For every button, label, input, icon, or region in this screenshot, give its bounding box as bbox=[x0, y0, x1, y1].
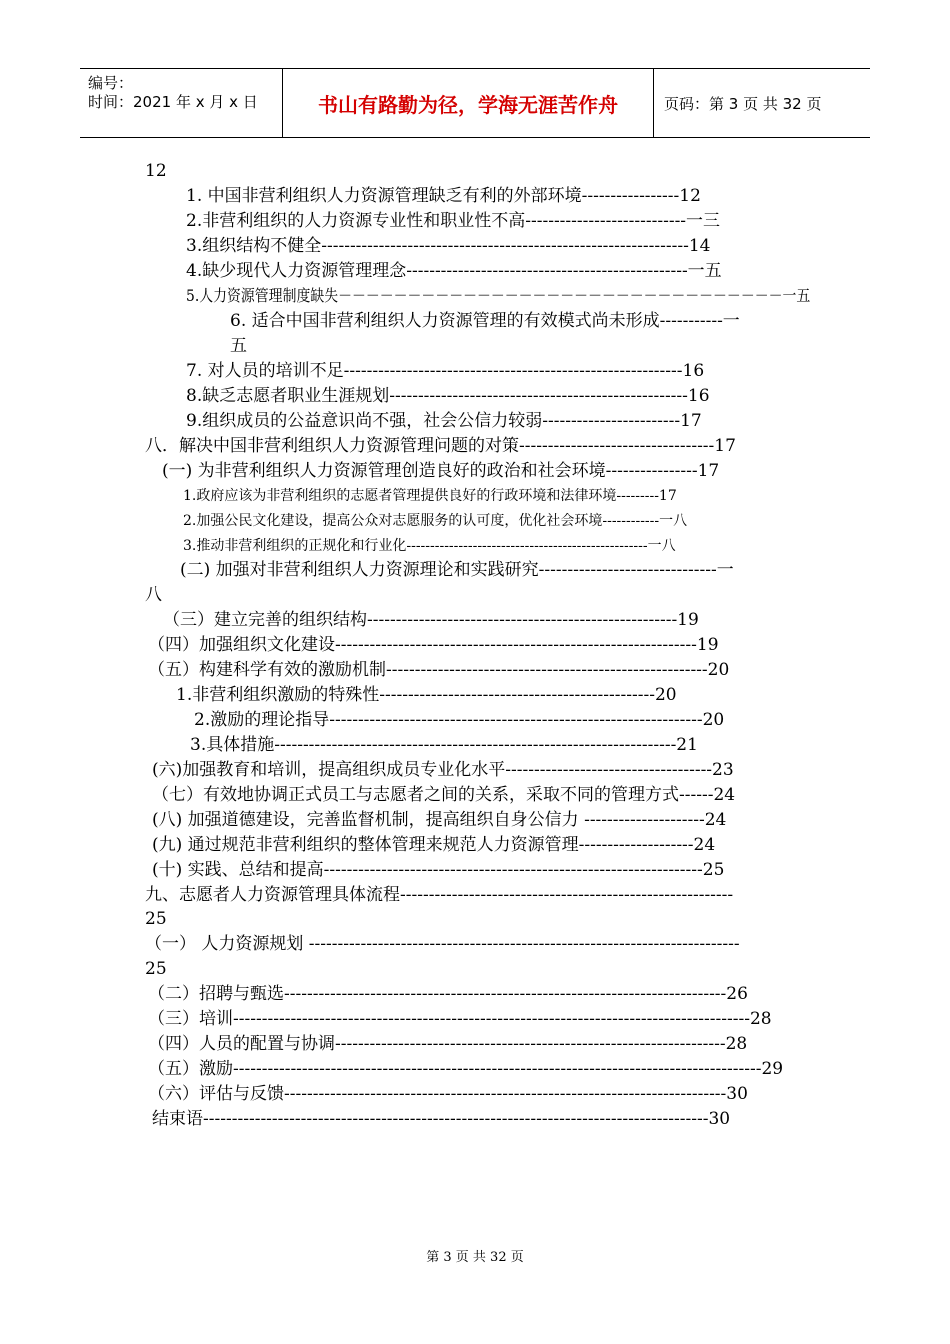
toc-line: 6. 适合中国非营利组织人力资源管理的有效模式尚未形成-----------一 bbox=[230, 311, 740, 331]
document-time-label: 时间：2021 年 x 月 x 日 bbox=[88, 93, 258, 111]
page-footer: 第 3 页 共 32 页 bbox=[426, 1250, 524, 1265]
toc-line: 1.政府应该为非营利组织的志愿者管理提供良好的行政环境和法律环境---------17 bbox=[183, 488, 677, 504]
toc-line: 5.人力资源管理制度缺失－－－－－－－－－－－－－－－－－－－－－－－－－－－－－－－－一五 bbox=[186, 286, 811, 305]
toc-line: 八 bbox=[145, 585, 162, 605]
toc-line: （六）评估与反馈-----------------------------------------------------------------------------30 bbox=[148, 1084, 748, 1104]
toc-line: （七）有效地协调正式员工与志愿者之间的关系，采取不同的管理方式------24 bbox=[152, 785, 736, 805]
toc-line: 2.加强公民文化建设，提高公众对志愿服务的认可度，优化社会环境------------一八 bbox=[183, 513, 688, 529]
toc-line: （四）人员的配置与协调--------------------------------------------------------------------28 bbox=[148, 1034, 748, 1054]
toc-line: （五）激励--------------------------------------------------------------------------------------------29 bbox=[148, 1059, 784, 1079]
toc-line: 结束语----------------------------------------------------------------------------------------30 bbox=[152, 1109, 731, 1129]
toc-line: 九、志愿者人力资源管理具体流程---------------------------------------------------------- bbox=[145, 885, 734, 905]
toc-line: 7. 对人员的培训不足-----------------------------------------------------------16 bbox=[186, 361, 705, 381]
toc-line: (十) 实践、总结和提高------------------------------------------------------------------25 bbox=[152, 860, 725, 880]
toc-line: （三）培训------------------------------------------------------------------------------------------28 bbox=[148, 1009, 772, 1029]
toc-line: （三）建立完善的组织结构------------------------------------------------------19 bbox=[163, 610, 699, 630]
toc-line: 2.非营利组织的人力资源专业性和职业性不高----------------------------一三 bbox=[186, 211, 721, 231]
toc-line: 五 bbox=[230, 336, 247, 356]
toc-line: 3.推动非营利组织的正规化和行业化---------------------------------------------------一八 bbox=[183, 538, 676, 554]
toc-line: 1.非营利组织激励的特殊性------------------------------------------------20 bbox=[176, 685, 677, 705]
toc-line: (二) 加强对非营利组织人力资源理论和实践研究-------------------------------一 bbox=[180, 560, 734, 580]
toc-line: （二）招聘与甄选-----------------------------------------------------------------------------26 bbox=[148, 984, 748, 1004]
toc-line: (八) 加强道德建设，完善监督机制，提高组织自身公信力 ---------------------24 bbox=[152, 810, 727, 830]
toc-line: 3.具体措施----------------------------------------------------------------------21 bbox=[190, 735, 698, 755]
toc-line: （五）构建科学有效的激励机制--------------------------------------------------------20 bbox=[148, 660, 730, 680]
toc-line: 8.缺乏志愿者职业生涯规划----------------------------------------------------16 bbox=[186, 386, 710, 406]
toc-line: 4.缺少现代人力资源管理理念-------------------------------------------------一五 bbox=[186, 261, 722, 281]
toc-line: 2.激励的理论指导-----------------------------------------------------------------20 bbox=[194, 710, 725, 730]
header-page-info: 页码：第 3 页 共 32 页 bbox=[664, 95, 822, 113]
toc-line: 八．解决中国非营利组织人力资源管理问题的对策----------------------------------17 bbox=[145, 436, 736, 456]
toc-line: 12 bbox=[145, 161, 167, 181]
toc-line: 3.组织结构不健全----------------------------------------------------------------14 bbox=[186, 236, 711, 256]
toc-line: （四）加强组织文化建设---------------------------------------------------------------19 bbox=[148, 635, 719, 655]
toc-line: 9.组织成员的公益意识尚不强，社会公信力较弱------------------------17 bbox=[186, 411, 702, 431]
toc-line: 1. 中国非营利组织人力资源管理缺乏有利的外部环境-----------------12 bbox=[186, 186, 701, 206]
toc-line: (六)加强教育和培训，提高组织成员专业化水平------------------------------------23 bbox=[152, 760, 734, 780]
header-motto: 书山有路勤为径，学海无涯苦作舟 bbox=[318, 93, 618, 117]
toc-line: 25 bbox=[145, 909, 167, 929]
toc-line: （一） 人力资源规划 --------------------------------------------------------------------------- bbox=[145, 934, 740, 954]
toc-line: (一) 为非营利组织人力资源管理创造良好的政治和社会环境----------------17 bbox=[162, 461, 720, 481]
toc-line: (九) 通过规范非营利组织的整体管理来规范人力资源管理--------------------24 bbox=[152, 835, 716, 855]
toc-line: 25 bbox=[145, 959, 167, 979]
document-number-label: 编号： bbox=[88, 74, 134, 92]
